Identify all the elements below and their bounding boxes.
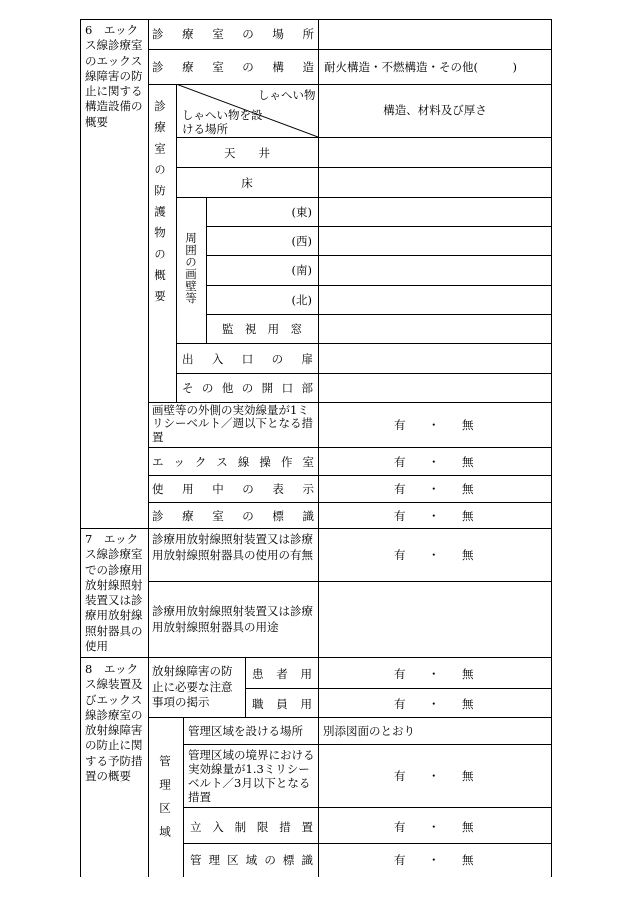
room-structure-value: 耐火構造・不燃構造・その他( ): [324, 60, 517, 74]
controlled-area-label: 管理区域: [158, 755, 172, 849]
outer-dose-yes: 有: [394, 418, 406, 432]
walls-label: 周囲の画壁等: [184, 232, 198, 304]
staff-dot: ・: [428, 697, 440, 711]
entry-limit-yes: 有: [394, 820, 406, 834]
in-use-label: 使用中の表示: [152, 482, 314, 496]
boundary-dose-no: 無: [462, 769, 474, 783]
boundary-dose-label: 管理区域の境界における実効線量が1.3ミリシーベルト／3月以下となる措置: [188, 748, 315, 804]
shield-location-header: しゃへい物を設ける場所: [182, 108, 263, 136]
shield-header: しゃへい物: [258, 88, 316, 102]
floor-label: 床: [241, 176, 253, 190]
room-sign-yes: 有: [394, 509, 406, 523]
entry-limit-dot: ・: [428, 820, 440, 834]
irradiator-use-label: 診療用放射線照射装置又は診療用放射線照射器具の使用の有無: [152, 532, 313, 562]
operating-room-dot: ・: [428, 455, 440, 469]
outer-dose-dot: ・: [428, 418, 440, 432]
irradiator-use-no: 無: [462, 548, 474, 562]
boundary-dose-dot: ・: [428, 769, 440, 783]
operating-room-no: 無: [462, 455, 474, 469]
room-sign-dot: ・: [428, 509, 440, 523]
ceiling-label: 天 井: [224, 146, 270, 160]
protection-label: 診療室の防護物の概要: [153, 100, 167, 311]
monitor-window-label: 監視用窓: [222, 322, 302, 336]
patients-dot: ・: [428, 667, 440, 681]
wall-east: (東): [291, 205, 312, 219]
section-8-title: 8 エックス線装置及びエックス線診療室の放射線障害の防止に関する予防措置の概要: [85, 662, 143, 784]
notice-label: 放射線障害の防止に必要な注意事項の掲示: [152, 664, 233, 709]
irradiator-purpose-label: 診療用放射線照射装置又は診療用放射線照射器具の用途: [152, 604, 313, 634]
boundary-dose-yes: 有: [394, 769, 406, 783]
section-7-title: 7 エックス線診療室での診療用放射線照射装置又は診療用放射線照射器具の使用: [85, 532, 143, 654]
patients-label: 患者用: [252, 667, 312, 681]
outer-dose-label: 画壁等の外側の実効線量が1ミリシーベルト／週以下となる措置: [152, 403, 313, 444]
wall-north: (北): [291, 293, 312, 307]
section-6-title: 6 エックス線診療室のエックス線障害の防止に関する構造設備の概要: [85, 23, 143, 129]
entrance-door-label: 出入口の扉: [182, 352, 313, 366]
area-place-label: 管理区域を設ける場所: [188, 724, 303, 738]
wall-south: (南): [291, 263, 312, 277]
patients-yes: 有: [394, 667, 406, 681]
wall-west: (西): [291, 234, 312, 248]
room-sign-no: 無: [462, 509, 474, 523]
room-location-label: 診療室の場所: [152, 27, 314, 41]
area-sign-dot: ・: [428, 853, 440, 867]
area-place-value: 別添図面のとおり: [323, 724, 415, 738]
irradiator-use-yes: 有: [394, 548, 406, 562]
patients-no: 無: [462, 667, 474, 681]
staff-label: 職員用: [252, 697, 312, 711]
in-use-yes: 有: [394, 482, 406, 496]
entry-limit-no: 無: [462, 820, 474, 834]
other-opening-label: その他の開口部: [182, 381, 313, 395]
room-structure-label: 診療室の構造: [152, 60, 314, 74]
material-header: 構造、材料及び厚さ: [383, 103, 487, 117]
operating-room-label: エックス線操作室: [152, 455, 314, 469]
in-use-no: 無: [462, 482, 474, 496]
entry-limit-label: 立入制限措置: [190, 820, 313, 834]
in-use-dot: ・: [428, 482, 440, 496]
area-sign-label: 管理区域の標識: [190, 853, 313, 867]
area-sign-yes: 有: [394, 853, 406, 867]
staff-yes: 有: [394, 697, 406, 711]
staff-no: 無: [462, 697, 474, 711]
room-sign-label: 診療室の標識: [152, 509, 314, 523]
operating-room-yes: 有: [394, 455, 406, 469]
irradiator-use-dot: ・: [428, 548, 440, 562]
outer-dose-no: 無: [462, 418, 474, 432]
area-sign-no: 無: [462, 853, 474, 867]
